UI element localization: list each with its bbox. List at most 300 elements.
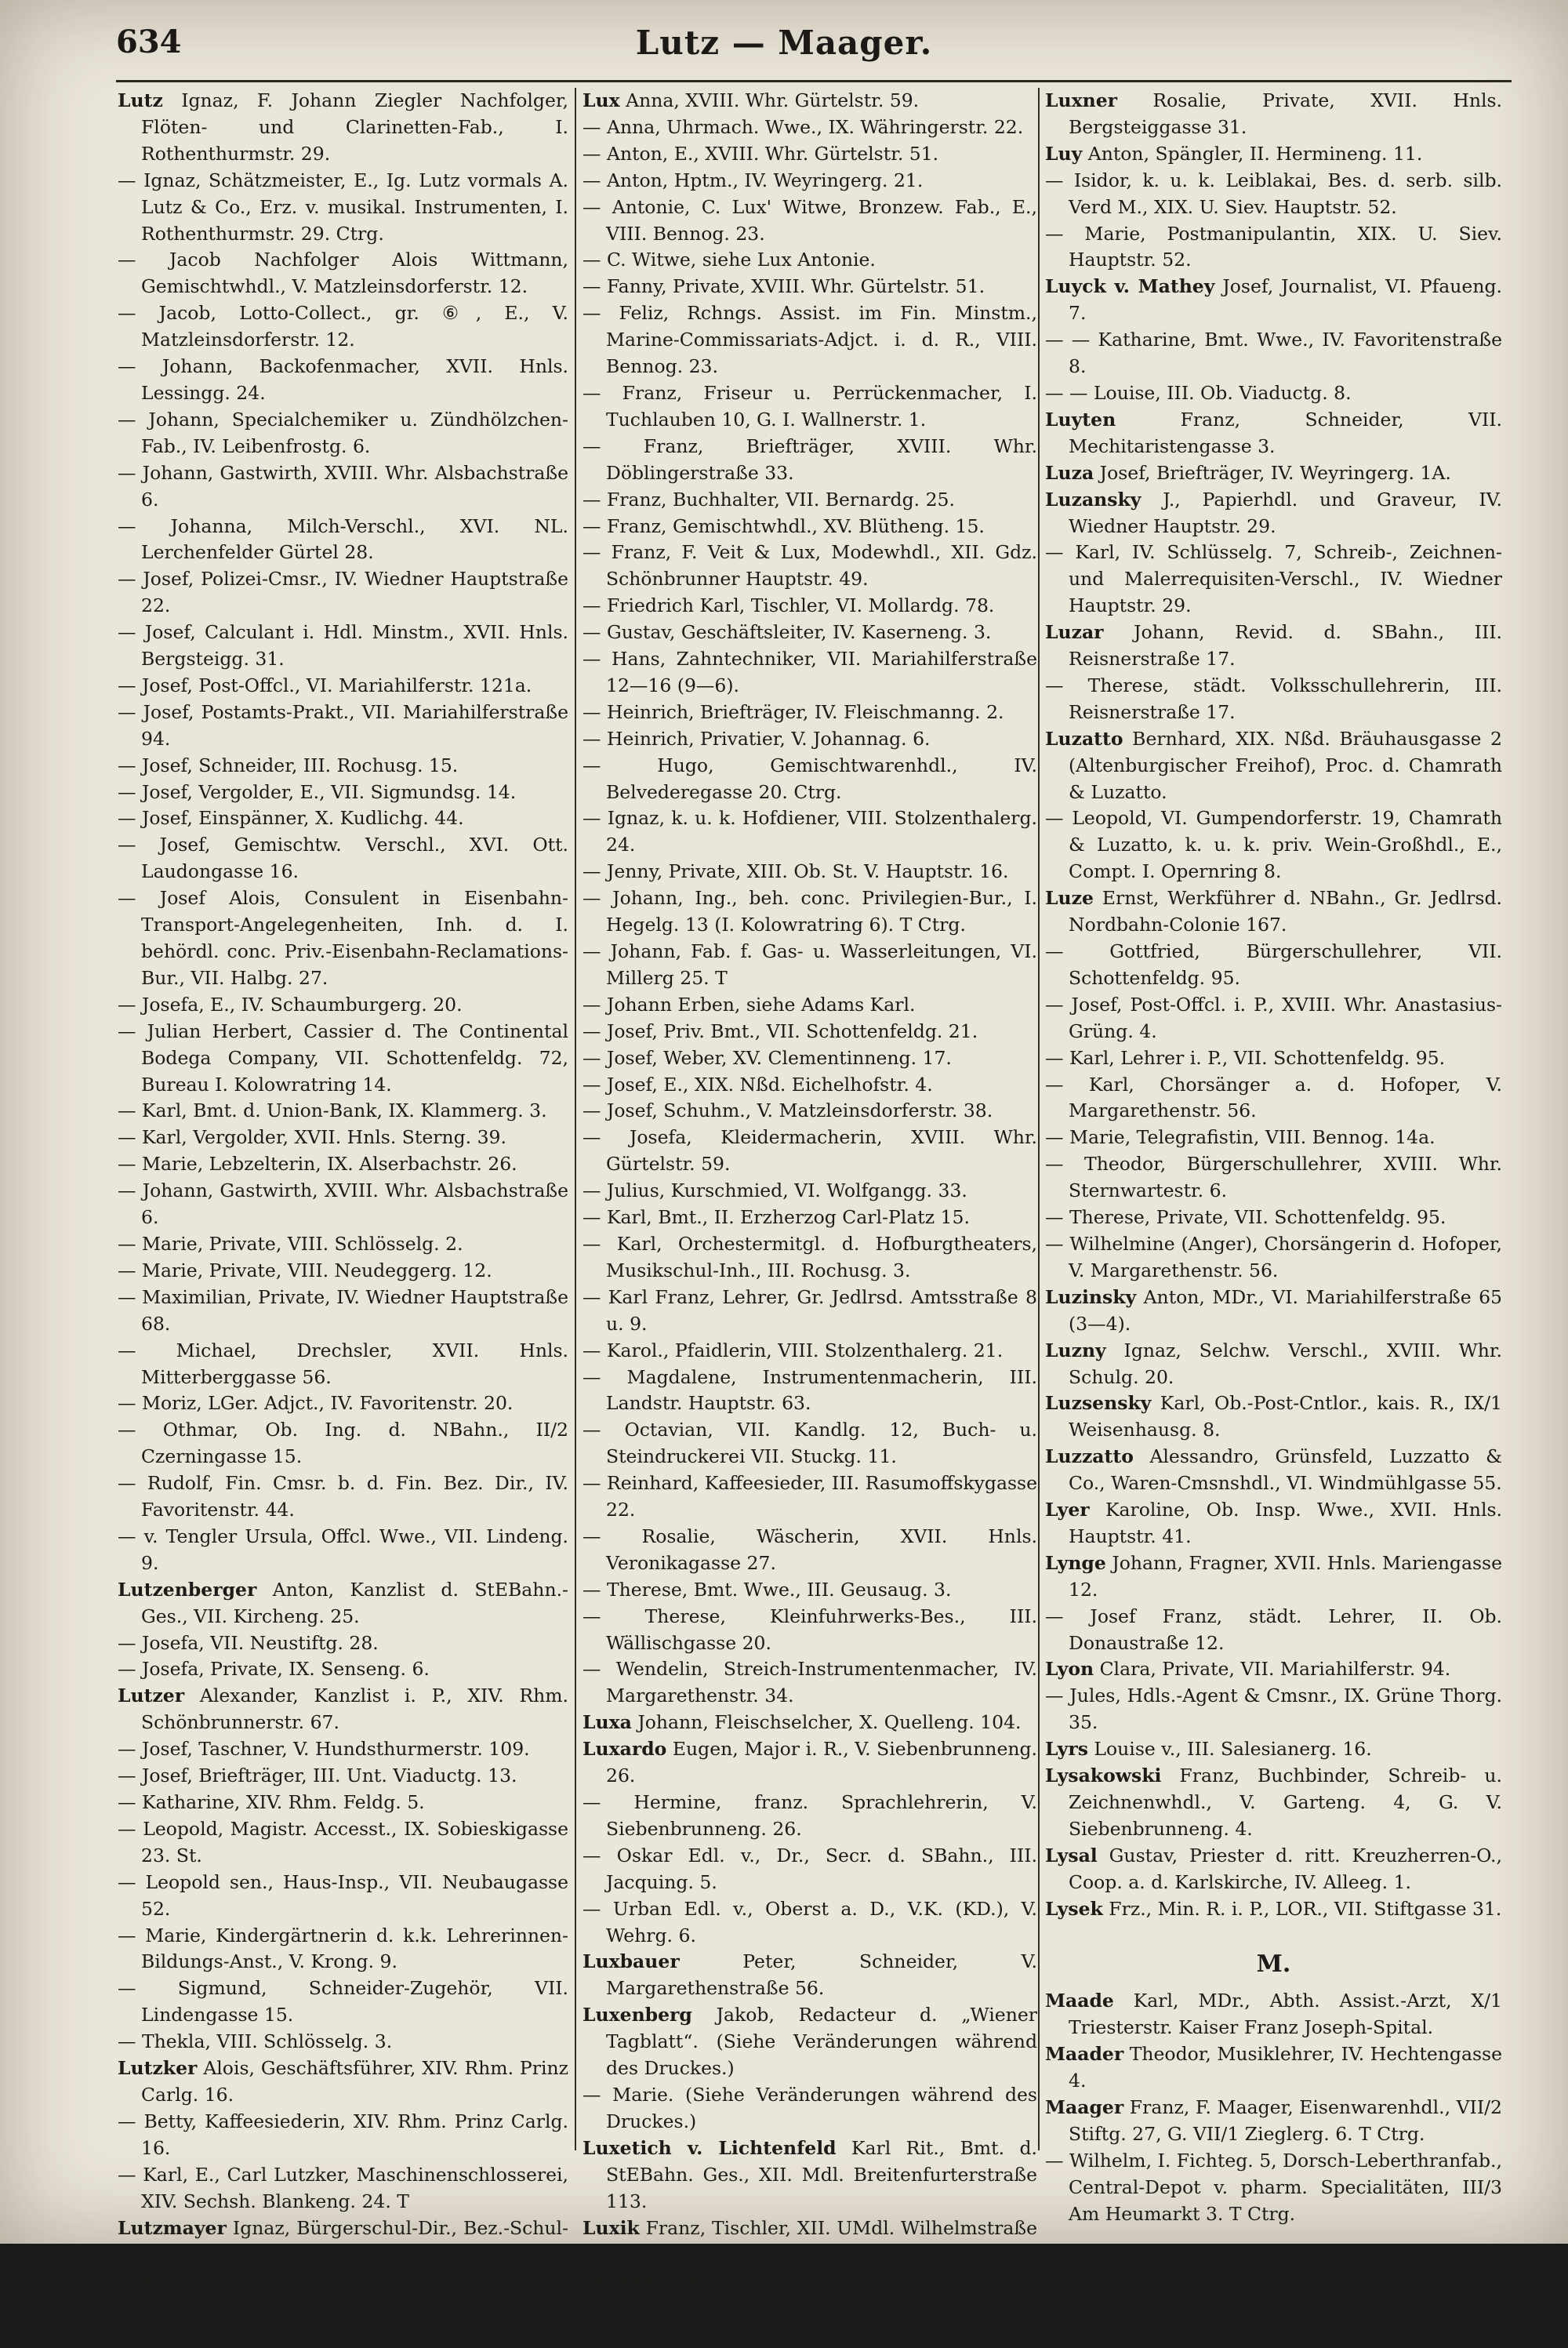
entry-details: — Josef Franz, städt. Lehrer, II. Ob. Donaustraße 12. <box>1045 1605 1502 1654</box>
directory-entry <box>118 1816 568 1870</box>
entry-details: Karl Rit., Bmt. d. StEBahn. Ges., XII. Mdl. Breitenfurterstraße 113. <box>606 2136 1037 2212</box>
entry-details: — Josef, Briefträger, III. Unt. Viaductg. 13. <box>118 1765 517 1787</box>
directory-entry <box>583 514 1037 540</box>
entry-details: — Karl, IV. Schlüsselg. 7, Schreib-, Zeichnen- und Malerrequisiten-Verschl., IV. Wiedner Hauptstr. 29. <box>1045 541 1502 617</box>
entry-details: — Karl, Bmt. d. Union-Bank, IX. Klammerg. 3. <box>118 1099 547 1122</box>
directory-entry <box>1045 2095 1502 2148</box>
directory-entry <box>1045 1045 1502 1072</box>
entry-details: — Josefa, Private, IX. Senseng. 6. <box>118 1658 430 1681</box>
directory-entry <box>583 1577 1037 1604</box>
directory-entry <box>583 1949 1037 2002</box>
entry-details: — Anton, E., XVIII. Whr. Gürtelstr. 51. <box>583 142 939 165</box>
directory-entry <box>583 2082 1037 2135</box>
directory-entry <box>583 434 1037 487</box>
directory-entry <box>118 88 568 168</box>
entry-surname: Luyten <box>1045 408 1116 431</box>
directory-entry <box>1045 992 1502 1045</box>
entry-details: Karl, Ob.-Post-Cntlor., kais. R., IX/1 Weisenhausg. 8. <box>1069 1392 1502 1441</box>
directory-entry <box>583 620 1037 646</box>
directory-entry <box>118 1763 568 1790</box>
entry-details: — Leopold, VI. Gumpendorferstr. 19, Chamrath & Luzatto, k. u. k. priv. Wein-Großhdl., E., Compt. I. Opernring 8. <box>1045 807 1502 883</box>
entry-surname: Luzzatto <box>1045 1445 1134 1468</box>
directory-entry <box>118 805 568 832</box>
entry-details: — Marie, Telegrafistin, VIII. Bennog. 14a. <box>1045 1126 1436 1149</box>
entry-details: — Sigmund, Schneider-Zugehör, VII. Lindengasse 15. <box>118 1977 568 2026</box>
entry-details: — Reinhard, Kaffeesieder, III. Rasumoffskygasse 22. <box>583 1472 1037 1521</box>
directory-entry <box>118 885 568 992</box>
directory-entry <box>583 1524 1037 1577</box>
directory-entry <box>583 1790 1037 1843</box>
entry-details: Alois, Rchngs. Offcl. im Hdl. Minstm., III. Landstr. Hauptstr. 63. <box>141 2270 568 2319</box>
directory-entry <box>118 1870 568 1923</box>
entry-details: — Josefa, VII. Neustiftg. 28. <box>118 1631 379 1654</box>
directory-entry <box>118 1923 568 1976</box>
entry-details: — Octavian, VII. Kandlg. 12, Buch- u. Steindruckerei VII. Stuckg. 11. <box>583 1419 1037 1468</box>
directory-entry <box>118 832 568 885</box>
entry-surname: Luxbauer <box>583 1950 680 1973</box>
directory-entry <box>118 300 568 354</box>
directory-entry <box>583 194 1037 248</box>
entry-details: — Anton, Hptm., IV. Weyringerg. 21. <box>583 169 924 191</box>
directory-entry <box>118 1098 568 1125</box>
directory-entry <box>118 1975 568 2029</box>
entry-details: — Franz, F. Veit & Lux, Modewhdl., XII. Gdz. Schönbrunner Hauptstr. 49. <box>583 541 1037 591</box>
running-head: Lutz — Maager. <box>635 24 933 62</box>
entry-details: — Josef, Einspänner, X. Kudlichg. 44. <box>118 807 464 830</box>
entry-surname: Luxa <box>583 1711 632 1734</box>
entry-surname: Lyer <box>1045 1499 1090 1521</box>
entry-details: Karl, Milchmeier, XVII. Hnls. Bergsteigg. 34. <box>606 2270 1037 2319</box>
entry-details: — Johann Erben, siehe Adams Karl. <box>583 993 916 1016</box>
entry-details: — Josefa, Kleidermacherin, XVIII. Whr. Gürtelstr. 59. <box>583 1126 1037 1176</box>
entry-details: — Josef, Post-Offcl. i. P., XVIII. Whr. Anastasius-Grüng. 4. <box>1045 993 1502 1042</box>
directory-entry <box>1045 1988 1502 2041</box>
directory-entry <box>1045 141 1502 168</box>
directory-entry <box>583 2321 1037 2348</box>
entry-details: — Marie, Lebzelterin, IX. Alserbachstr. 26. <box>118 1153 517 1176</box>
column-1 <box>118 88 568 2346</box>
entry-details: — Katharine, XIV. Rhm. Feldg. 5. <box>118 1791 425 1813</box>
entry-details: — Marie, Kindergärtnerin d. k.k. Lehrerinnen-Bildungs-Anst., V. Krong. 9. <box>118 1924 568 1973</box>
entry-surname: Luxenberg <box>583 2004 692 2026</box>
directory-entry <box>583 1338 1037 1365</box>
entry-details: — Johann, Ing., beh. conc. Privilegien-Bur., I. Hegelg. 13 (I. Kolowratring 6). T Ctrg. <box>583 887 1037 936</box>
page-number: 634 <box>116 24 182 60</box>
entry-details: — — Louise, III. Ob. Viaductg. 8. <box>1045 381 1352 404</box>
directory-entry <box>118 700 568 753</box>
entry-details: Anton, Spängler, II. Hermineng. 11. <box>1082 142 1423 165</box>
directory-entry <box>583 1072 1037 1099</box>
entry-details: — Karl, Orchestermitgl. d. Hofburgtheaters, Musikschul-Inh., III. Rochusg. 3. <box>583 1232 1037 1281</box>
directory-entry <box>118 168 568 248</box>
entry-details: Johann, Revid. d. SBahn., III. Reisnerstraße 17. <box>1069 621 1502 671</box>
directory-entry <box>118 1125 568 1151</box>
directory-entry <box>118 1258 568 1285</box>
entry-details: Theodor, Musiklehrer, IV. Hechtengasse 4. <box>1069 2043 1503 2092</box>
entry-details: — Marie. (Siehe Veränderungen während des Druckes.) <box>583 2083 1037 2132</box>
entry-details: — Isidor, k. u. k. Leiblakai, Bes. d. serb. silb. Verd M., XIX. U. Siev. Hauptstr. 52. <box>1045 169 1502 218</box>
entry-details: — Antonie, C. Lux' Witwe, Bronzew. Fab., E., VIII. Bennog. 23. <box>583 195 1037 245</box>
directory-entry <box>583 300 1037 380</box>
directory-entry <box>583 1656 1037 1710</box>
entry-surname: Luza <box>1045 461 1094 484</box>
directory-entry <box>583 114 1037 141</box>
entry-surname: Luxik <box>583 2216 640 2239</box>
entry-details: Karl, MDr., Abth. Assist.-Arzt, X/1 Triesterstr. Kaiser Franz Joseph-Spital. <box>1069 1990 1502 2039</box>
entry-details: Ernst, Werkführer d. NBahn., Gr. Jedlrsd. Nordbahn-Colonie 167. <box>1069 887 1502 936</box>
entry-details: — Josef, Weber, XV. Clementinneng. 17. <box>583 1046 952 1069</box>
directory-entry <box>583 1019 1037 1045</box>
directory-entry <box>583 247 1037 274</box>
entry-surname: Lysal <box>1045 1844 1098 1866</box>
directory-entry <box>1045 1843 1502 1896</box>
entry-details: Clara, Private, VII. Mariahilferstr. 94. <box>1094 1658 1451 1681</box>
entry-details: — Franz, Gemischtwhdl., XV. Blütheng. 15. <box>583 514 985 537</box>
header-rule <box>116 80 1512 82</box>
entry-details: — Hans, Zahntechniker, VII. Mariahilferstraße 12—16 (9—6). <box>583 648 1037 696</box>
entry-surname: Maager <box>1045 2096 1124 2119</box>
entry-details: — Feliz, Rchngs. Assist. im Fin. Minstm., Marine-Commissariats-Adjct. i. d. R., VIII. Bennog. 23. <box>583 302 1037 378</box>
directory-entry <box>583 1365 1037 1418</box>
entry-surname: Lutz <box>118 89 163 111</box>
directory-entry <box>583 1710 1037 1736</box>
entry-details: Louise v., III. Salesianerg. 16. <box>1087 1738 1372 1761</box>
entry-details: — Hermine, franz. Sprachlehrerin, V. Siebenbrunneng. 26. <box>583 1791 1037 1840</box>
directory-entry <box>1045 1285 1502 1338</box>
directory-entry <box>118 566 568 620</box>
directory-entry <box>118 460 568 514</box>
entry-details: — Karl, Vergolder, XVII. Hnls. Sterng. 39. <box>118 1126 506 1149</box>
entry-details: — Wilhelmine (Anger), Chorsängerin d. Hofoper, V. Margarethenstr. 56. <box>1045 1232 1502 1281</box>
directory-entry <box>583 380 1037 434</box>
directory-entry <box>583 805 1037 859</box>
entry-details: — Franz, Briefträger, XVIII. Whr. Döblingerstraße 33. <box>583 434 1037 484</box>
directory-entry <box>583 1125 1037 1178</box>
directory-entry <box>583 2215 1037 2269</box>
directory-entry <box>583 885 1037 939</box>
directory-entry <box>583 1205 1037 1231</box>
directory-entry <box>1045 1896 1502 1923</box>
directory-entry <box>583 1231 1037 1285</box>
directory-entry <box>118 1019 568 1099</box>
directory-entry <box>118 1178 568 1231</box>
directory-entry <box>118 1417 568 1470</box>
entry-details: — Thekla, VIII. Schlösselg. 3. <box>118 2030 393 2053</box>
directory-entry <box>1045 1656 1502 1683</box>
entry-surname: Lysakowski <box>1045 1765 1162 1787</box>
entry-details: — Wilhelm, I. Fichteg. 5, Dorsch-Leberthranfab., Central-Depot v. pharm. Specialitäten, III/3 Am Heumarkt 3. T Ctrg. <box>1045 2149 1502 2225</box>
entry-details: — Franz, Buchhalter, VII. Bernardg. 25. <box>583 488 955 511</box>
entry-surname: Luzinsky <box>1045 1285 1137 1308</box>
directory-entry <box>118 1285 568 1338</box>
entry-surname: Maader <box>1045 2043 1124 2066</box>
directory-entry <box>1045 885 1502 939</box>
directory-entry <box>1045 540 1502 620</box>
entry-details: — Therese, Bmt. Wwe., III. Geusaug. 3. <box>583 1578 952 1601</box>
entry-details: — Therese, Private, VII. Schottenfeldg. 95. <box>1045 1206 1446 1229</box>
entry-details: — Othmar, Ob. Ing. d. NBahn., II/2 Czerningasse 15. <box>118 1419 568 1468</box>
directory-entry <box>583 1470 1037 1524</box>
entry-details: — Anna, XIV. Rhm. Karolineng. 27. <box>118 2323 443 2346</box>
directory-entry <box>118 2215 568 2269</box>
directory-entry <box>1045 88 1502 141</box>
entry-details: — Leopold, Magistr. Accesst., IX. Sobieskigasse 23. St. <box>118 1817 568 1866</box>
entry-surname: Lysek <box>1045 1897 1103 1920</box>
entry-details: J., Papierhdl. und Graveur, IV. Wiedner Hauptstr. 29. <box>1069 488 1502 537</box>
section-letter: M. <box>1256 1950 1291 1978</box>
column-divider <box>575 88 576 2150</box>
entry-details: Bernhard, XIX. Nßd. Bräuhausgasse 2 (Altenburgischer Freihof), Proc. d. Chamrath & Luzatto. <box>1069 727 1502 803</box>
entry-details: — Jules, Hdls.-Agent & Cmsnr., IX. Grüne Thorg. 35. <box>1045 1685 1502 1734</box>
entry-details: — Karl, Lehrer i. P., VII. Schottenfeldg. 95. <box>1045 1046 1446 1069</box>
directory-entry <box>1045 221 1502 274</box>
entry-details: Anton, Kanzlist d. StEBahn.-Ges., VII. Kircheng. 25. <box>141 1578 568 1627</box>
entry-details: — Rosalie, Wäscherin, XVII. Hnls. Veronikagasse 27. <box>583 1525 1037 1574</box>
entry-details: — Julius, Kurschmied, VI. Wolfgangg. 33. <box>583 1179 967 1202</box>
entry-details: Franz, Buchbinder, Schreib- u. Zeichnenwhdl., V. Garteng. 4, G. V. Siebenbrunneng. 4. <box>1069 1765 1502 1840</box>
entry-details: — Johann, Gastwirth, XVIII. Whr. Alsbachstraße 6. <box>118 1179 568 1229</box>
entry-surname: Lutzmayer <box>118 2216 227 2239</box>
directory-entry <box>1045 460 1502 487</box>
entry-details: Ignaz, Bürgerschul-Dir., Bez.-Schul-Insp., VI. Stumperg. 56. <box>141 2216 568 2266</box>
entry-details: — Ignaz, Schätzmeister, E., Ig. Lutz vormals A. Lutz & Co., Erz. v. musikal. Instrumenten, I. Rothenthurmstr. 29. Ctrg. <box>118 169 568 245</box>
entry-details: Alessandro, Grünsfeld, Luzzatto & Co., Waren-Cmsnshdl., VI. Windmühlgasse 55. <box>1069 1445 1502 1495</box>
directory-entry <box>583 487 1037 514</box>
entry-details: Johann, Fragner, XVII. Hnls. Mariengasse 12. <box>1069 1551 1502 1601</box>
entry-surname: Lux <box>583 89 620 111</box>
directory-entry <box>118 1390 568 1417</box>
entry-details: Alois, Geschäftsführer, XIV. Rhm. Prinz Carlg. 16. <box>141 2057 568 2106</box>
entry-details: — Johann, Backofenmacher, XVII. Hnls. Lessingg. 24. <box>118 355 568 404</box>
entry-details: — Josef, Schneider, III. Rochusg. 15. <box>118 754 459 776</box>
entry-details: Frz., Min. R. i. P., LOR., VII. Stiftgasse 31. <box>1102 1897 1502 1920</box>
entry-details: — Johann, Gastwirth, XVIII. Whr. Alsbachstraße 6. <box>118 461 568 511</box>
entry-details: — Karol., Pfaidlerin, VIII. Stolzenthalerg. 21. <box>583 1339 1004 1361</box>
entry-details: — Maximilian, Private, IV. Wiedner Hauptstraße 68. <box>118 1285 568 1335</box>
directory-entry <box>1045 1390 1502 1444</box>
entry-details: — Johanna, Milch-Verschl., XVI. NL. Lerchenfelder Gürtel 28. <box>118 514 568 564</box>
directory-entry <box>118 1338 568 1391</box>
directory-entry <box>118 1577 568 1630</box>
directory-entry <box>1045 1205 1502 1231</box>
directory-entry <box>583 753 1037 806</box>
directory-entry <box>118 1470 568 1524</box>
directory-entry <box>118 2321 568 2348</box>
entry-surname: Luze <box>1045 887 1094 910</box>
entry-details: Franz, Tischler, XII. UMdl. Wilhelmstraße 39. <box>606 2216 1037 2266</box>
directory-entry <box>1045 1338 1502 1391</box>
directory-entry <box>583 1604 1037 1657</box>
directory-entry <box>583 1098 1037 1125</box>
directory-entry <box>118 1231 568 1258</box>
directory-entry <box>118 753 568 780</box>
entry-details: — Josef, Taschner, V. Hundsthurmerstr. 109. <box>118 1738 530 1761</box>
entry-details: — Karl, Chorsänger a. d. Hofoper, V. Margarethenstr. 56. <box>1045 1073 1502 1122</box>
entry-surname: Lyon <box>1045 1658 1094 1681</box>
entry-details: Peter, Schneider, V. Margarethenstraße 56. <box>606 1950 1037 2000</box>
directory-entry <box>118 514 568 567</box>
entry-details: — Josef, Calculant i. Hdl. Minstm., XVII. Hnls. Bergsteigg. 31. <box>118 621 568 671</box>
entry-details: — Heinrich, Privatier, V. Johannag. 6. <box>583 727 931 750</box>
directory-entry <box>1045 1550 1502 1604</box>
directory-entry <box>583 593 1037 620</box>
entry-details: — Karl Franz, Lehrer, Gr. Jedlrsd. Amtsstraße 8 u. 9. <box>583 1285 1037 1335</box>
directory-entry <box>583 2002 1037 2082</box>
entry-details: — — Katharine, Bmt. Wwe., IV. Favoritenstraße 8. <box>1045 329 1502 378</box>
entry-details: — Magdalene, Instrumentenmacherin, III. Landstr. Hauptstr. 63. <box>583 1365 1037 1415</box>
entry-details: — Theodor, Bürgerschullehrer, XVIII. Whr. Sternwartestr. 6. <box>1045 1153 1502 1202</box>
directory-entry <box>1045 1072 1502 1125</box>
entry-surname: Luxner <box>1045 89 1118 111</box>
directory-entry <box>583 2135 1037 2215</box>
entry-surname: Lutzenberger <box>118 1578 257 1601</box>
entry-details: — Gottfried, Bürgerschullehrer, VII. Schottenfeldg. 95. <box>1045 940 1502 989</box>
directory-entry <box>583 141 1037 168</box>
directory-entry <box>118 620 568 673</box>
entry-details: — Oskar Edl. v., Dr., Secr. d. SBahn., III. Jacquing. 5. <box>583 1844 1037 1893</box>
directory-entry <box>1045 805 1502 885</box>
directory-entry <box>583 1736 1037 1790</box>
directory-entry <box>1045 620 1502 673</box>
directory-entry <box>583 1843 1037 1896</box>
directory-entry <box>118 354 568 407</box>
entry-details: — Hugo, Gemischtwarenhdl., IV. Belvederegasse 20. Ctrg. <box>583 754 1037 803</box>
entry-details: — Marie, Postmanipulantin, XIX. U. Siev. Hauptstr. 52. <box>1045 222 1502 271</box>
directory-entry <box>118 2162 568 2215</box>
entry-details: — Josef Alois, Consulent in Eisenbahn-Transport-Angelegenheiten, Inh. d. I. behördl. conc. Priv.-Eisenbahn-Reclamations-Bur., VII. Halbg. 27. <box>118 887 568 989</box>
entry-surname: Luyck v. Mathey <box>1045 275 1215 298</box>
directory-entry <box>583 700 1037 726</box>
entry-details: — Jenny, Private, XIII. Ob. St. V. Hauptstr. 16. <box>583 860 1009 883</box>
entry-details: — Josef, E., XIX. Nßd. Eichelhofstr. 4. <box>583 1073 933 1096</box>
entry-details: — Josefa, E., IV. Schaumburgerg. 20. <box>118 993 463 1016</box>
directory-entry <box>583 1045 1037 1072</box>
directory-entry <box>1045 726 1502 806</box>
entry-details: — Jacob Nachfolger Alois Wittmann, Gemischtwhdl., V. Matzleinsdorferstr. 12. <box>118 249 568 298</box>
entry-details: — Josef, Gemischtw. Verschl., XVI. Ott. Laudongasse 16. <box>118 834 568 883</box>
directory-entry <box>118 1683 568 1736</box>
entry-surname: Lutzer <box>118 1685 185 1707</box>
entry-details: — Ignaz, k. u. k. Hofdiener, VIII. Stolzenthalerg. 24. <box>583 807 1037 856</box>
directory-entry <box>1045 487 1502 540</box>
directory-entry <box>1045 327 1502 380</box>
directory-entry <box>583 726 1037 753</box>
entry-details: Anna, XVIII. Whr. Gürtelstr. 59. <box>619 89 920 111</box>
entry-details: — Urban Edl. v., Oberst a. D., V.K. (KD.), V. Wehrg. 6. <box>583 1897 1037 1946</box>
directory-entry <box>118 2268 568 2321</box>
column-divider <box>1038 88 1040 2150</box>
entry-details: — Johann, Specialchemiker u. Zündhölzchen-Fab., IV. Leibenfrostg. 6. <box>118 408 568 457</box>
entry-details: — Ludwig, Milchmeier, XVIII. Whr. Neueg. 3. <box>583 2323 1005 2346</box>
entry-details: — Josef, Polizei-Cmsr., IV. Wiedner Hauptstraße 22. <box>118 568 568 617</box>
entry-details: — Karl, Bmt., II. Erzherzog Carl-Platz 15. <box>583 1206 970 1229</box>
entry-details: — Marie, Private, VIII. Schlösselg. 2. <box>118 1232 463 1255</box>
directory-entry <box>583 2268 1037 2321</box>
entry-details: Gustav, Priester d. ritt. Kreuzherren-O., Coop. a. d. Karlskirche, IV. Alleeg. 1. <box>1069 1844 1502 1893</box>
entry-details: — Marie, Private, VIII. Neudeggerg. 12. <box>118 1259 492 1281</box>
directory-entry <box>118 780 568 806</box>
directory-entry <box>583 1285 1037 1338</box>
directory-entry <box>583 1896 1037 1950</box>
directory-entry <box>1045 1763 1502 1843</box>
entry-details: — Josef, Schuhm., V. Matzleinsdorferstr. 38. <box>583 1099 993 1122</box>
directory-entry <box>118 992 568 1019</box>
entry-details: Jakob, Redacteur d. „Wiener Tagblatt“. (Siehe Veränderungen während des Druckes.) <box>606 2004 1037 2080</box>
directory-entry <box>1045 1444 1502 1497</box>
entry-details: — Fanny, Private, XVIII. Whr. Gürtelstr. 51. <box>583 275 985 298</box>
directory-entry <box>1045 274 1502 327</box>
directory-entry <box>1045 1125 1502 1151</box>
directory-entry <box>583 992 1037 1019</box>
entry-surname: Luzny <box>1045 1339 1106 1361</box>
directory-entry <box>1045 1497 1502 1550</box>
entry-surname: Maade <box>1045 1990 1114 2012</box>
directory-entry <box>118 1790 568 1816</box>
directory-entry <box>1045 939 1502 992</box>
directory-entry <box>118 2109 568 2162</box>
entry-surname: Lynge <box>1045 1551 1106 1574</box>
directory-entry <box>118 247 568 300</box>
entry-details: — Franz, Friseur u. Perrückenmacher, I. Tuchlauben 10, G. I. Wallnerstr. 1. <box>583 381 1037 431</box>
entry-details: — Gustav, Geschäftsleiter, IV. Kaserneng. 3. <box>583 621 992 644</box>
directory-entry <box>118 407 568 460</box>
entry-details: — Josef, Vergolder, E., VII. Sigmundsg. 14. <box>118 780 517 803</box>
directory-entry <box>1045 2148 1502 2228</box>
entry-details: — Michael, Drechsler, XVII. Hnls. Mitterberggasse 56. <box>118 1339 568 1388</box>
directory-entry <box>1045 168 1502 221</box>
entry-details: — Moriz, LGer. Adjct., IV. Favoritenstr. 20. <box>118 1392 514 1415</box>
directory-entry <box>583 1417 1037 1470</box>
directory-entry <box>1045 407 1502 460</box>
entry-surname: Lux <box>118 2270 155 2292</box>
directory-entry <box>1045 1683 1502 1736</box>
directory-entry <box>118 1736 568 1763</box>
directory-entry <box>583 1178 1037 1205</box>
entry-details: — Anna, Uhrmach. Wwe., IX. Währingerstr. 22. <box>583 115 1024 138</box>
entry-details: Franz, F. Maager, Eisenwarenhdl., VII/2 Stiftg. 27, G. VII/1 Zieglerg. 6. T Ctrg. <box>1069 2096 1502 2145</box>
directory-entry <box>583 540 1037 593</box>
directory-entry <box>118 1656 568 1683</box>
directory-entry <box>118 1151 568 1178</box>
entry-details: — C. Witwe, siehe Lux Antonie. <box>583 249 876 271</box>
entry-details: — Friedrich Karl, Tischler, VI. Mollardg. 78. <box>583 594 995 617</box>
entry-surname: Luzar <box>1045 621 1104 644</box>
entry-surname: Luy <box>1045 142 1083 165</box>
entry-details: — Therese, städt. Volksschullehrerin, III. Reisnerstraße 17. <box>1045 674 1502 723</box>
entry-details: — Josef, Postamts-Prakt., VII. Mariahilferstraße 94. <box>118 700 568 750</box>
directory-entry <box>118 1630 568 1657</box>
directory-entry <box>1045 1736 1502 1763</box>
entry-details: — Josef, Post-Offcl., VI. Mariahilferstr. 121a. <box>118 674 532 696</box>
directory-entry <box>1045 673 1502 726</box>
entry-details: Karoline, Ob. Insp. Wwe., XVII. Hnls. Hauptstr. 41. <box>1069 1499 1502 1547</box>
entry-details: Josef, Briefträger, IV. Weyringerg. 1A. <box>1094 461 1451 484</box>
entry-details: — Rudolf, Fin. Cmsr. b. d. Fin. Bez. Dir., IV. Favoritenstr. 44. <box>118 1472 568 1521</box>
entry-surname: Lutzker <box>118 2057 198 2080</box>
entry-details: Ignaz, F. Johann Ziegler Nachfolger, Flöten- und Clarinetten-Fab., I. Rothenthurmstr. 29. <box>141 89 568 165</box>
entry-details: — v. Tengler Ursula, Offcl. Wwe., VII. Lindeng. 9. <box>118 1525 568 1574</box>
directory-entry <box>583 939 1037 992</box>
entry-details: Ignaz, Selchw. Verschl., XVIII. Whr. Schulg. 20. <box>1069 1339 1502 1388</box>
directory-entry <box>118 1524 568 1577</box>
entry-surname: Luxner <box>583 2270 655 2292</box>
directory-entry <box>583 859 1037 885</box>
entry-details: — Wendelin, Streich-Instrumentenmacher, IV. Margarethenstr. 34. <box>583 1658 1037 1707</box>
directory-entry <box>583 88 1037 114</box>
entry-surname: Lyrs <box>1045 1738 1088 1761</box>
entry-details: — Karl, E., Carl Lutzker, Maschinenschlosserei, XIV. Sechsh. Blankeng. 24. T <box>118 2163 568 2212</box>
directory-entry <box>118 2029 568 2055</box>
